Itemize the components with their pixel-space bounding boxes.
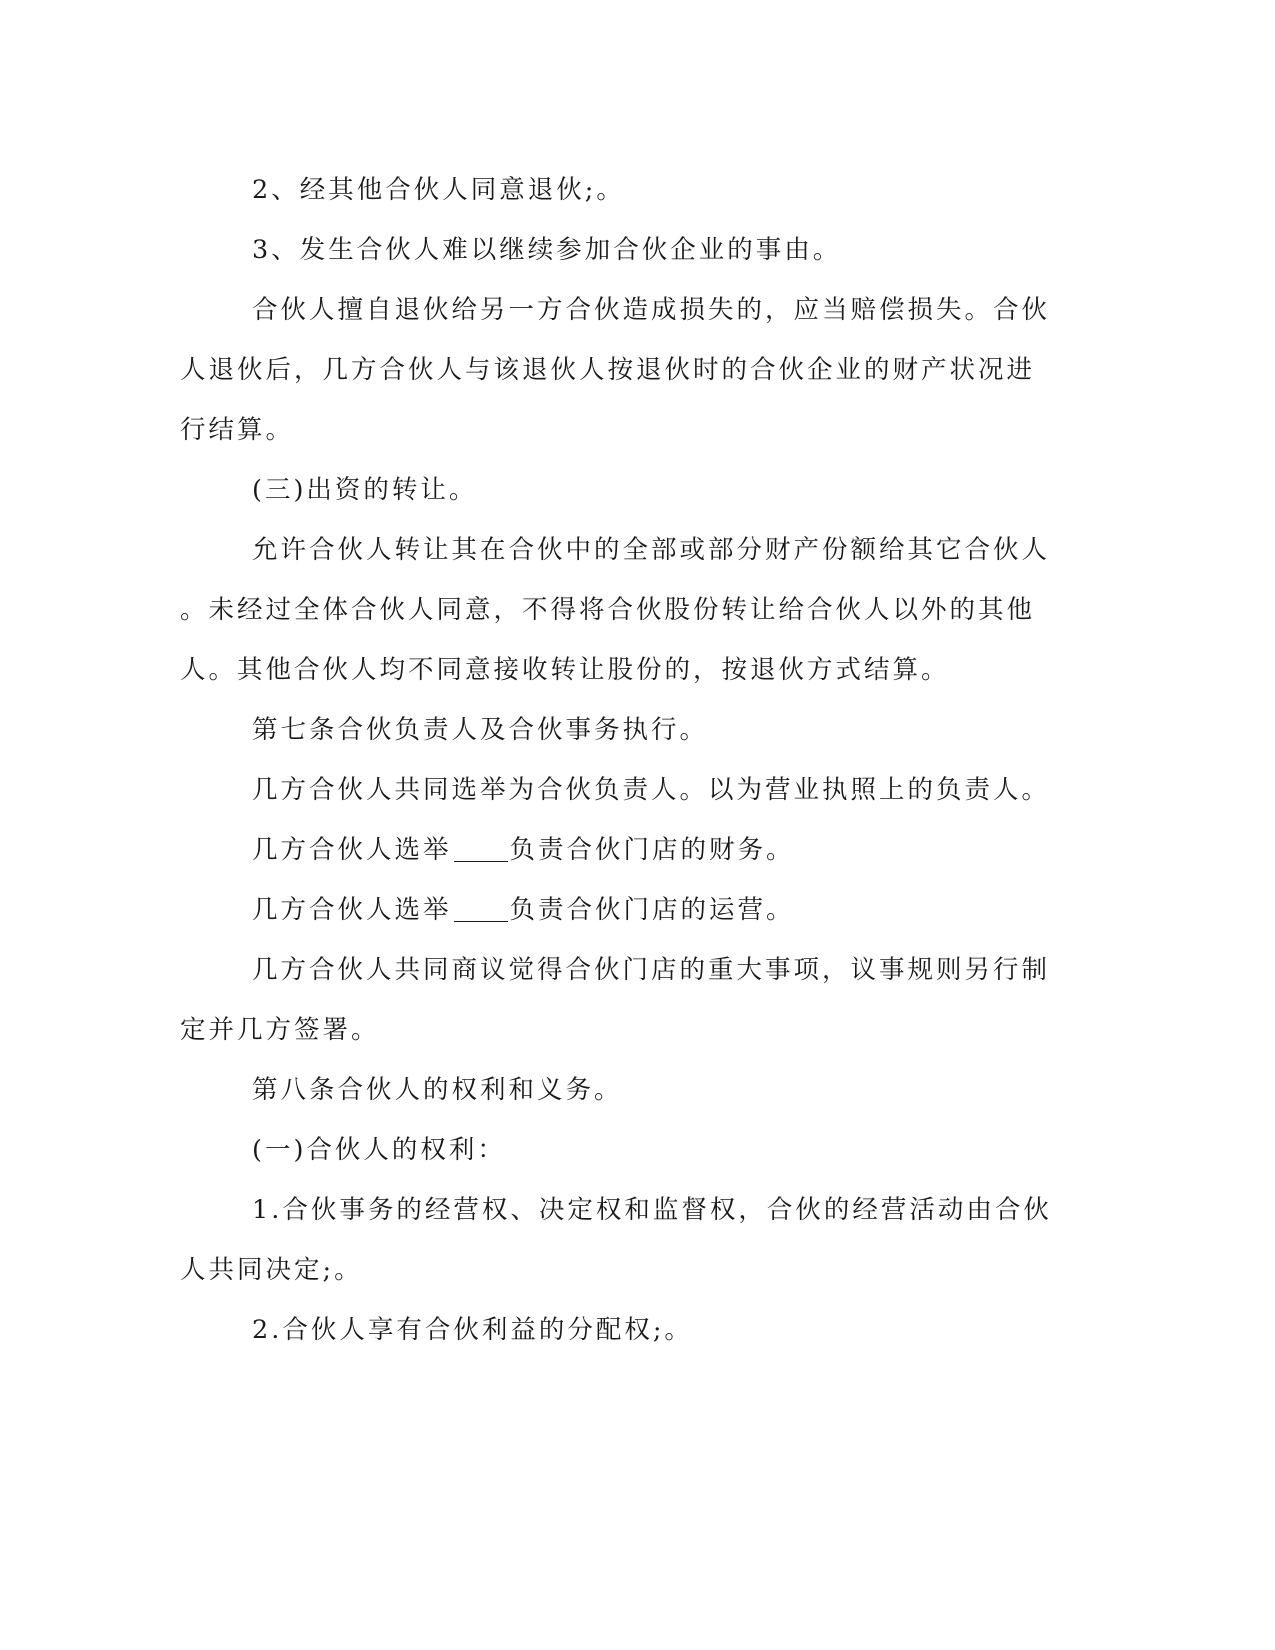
paragraph-elect-finance	[180, 820, 1030, 880]
section-heading-transfer: (三)出资的转让。	[252, 475, 478, 505]
paragraph-withdrawal-loss-line1: 合伙人擅自退伙给另一方合伙造成损失的，应当赔偿损失。合伙	[252, 295, 1051, 325]
paragraph-elect-operations	[180, 880, 1030, 940]
finance-blank-line	[454, 835, 508, 862]
paragraph-right-1-line2: 人共同决定;。	[180, 1255, 363, 1285]
paragraph-right-1-line1: 1.合伙事务的经营权、决定权和监督权，合伙的经营活动由合伙	[252, 1195, 1052, 1225]
elect-operations-suffix: 负责合伙门店的运营。	[509, 895, 795, 925]
article-heading-8: 第八条合伙人的权利和义务。	[252, 1075, 623, 1105]
paragraph-transfer-line2: 。未经过全体合伙人同意，不得将合伙股份转让给合伙人以外的其他	[180, 595, 1036, 625]
paragraph-item-2: 2、经其他合伙人同意退伙;。	[252, 175, 625, 205]
paragraph-elect-leader: 几方合伙人共同选举为合伙负责人。以为营业执照上的负责人。	[252, 775, 1051, 805]
section-heading-rights: (一)合伙人的权利：	[252, 1135, 506, 1165]
article-heading-7: 第七条合伙负责人及合伙事务执行。	[252, 715, 709, 745]
paragraph-withdrawal-loss-line2: 人退伙后，几方合伙人与该退伙人按退伙时的合伙企业的财产状况进	[180, 355, 1036, 385]
elect-finance-prefix: 几方合伙人选举	[252, 835, 452, 865]
paragraph-withdrawal-loss-line3: 行结算。	[180, 415, 295, 445]
paragraph-transfer-line3: 人。其他合伙人均不同意接收转让股份的，按退伙方式结算。	[180, 655, 950, 685]
paragraph-major-matters-line2: 定并几方签署。	[180, 1015, 380, 1045]
paragraph-right-2: 2.合伙人享有合伙利益的分配权;。	[252, 1315, 693, 1345]
elect-finance-suffix: 负责合伙门店的财务。	[509, 835, 795, 865]
paragraph-major-matters-line1: 几方合伙人共同商议觉得合伙门店的重大事项，议事规则另行制	[252, 955, 1051, 985]
elect-operations-prefix: 几方合伙人选举	[252, 895, 452, 925]
paragraph-item-3: 3、发生合伙人难以继续参加合伙企业的事由。	[252, 235, 842, 265]
operations-blank-line	[454, 895, 508, 922]
document-body	[180, 160, 1052, 1360]
paragraph-transfer-line1: 允许合伙人转让其在合伙中的全部或部分财产份额给其它合伙人	[252, 535, 1051, 565]
